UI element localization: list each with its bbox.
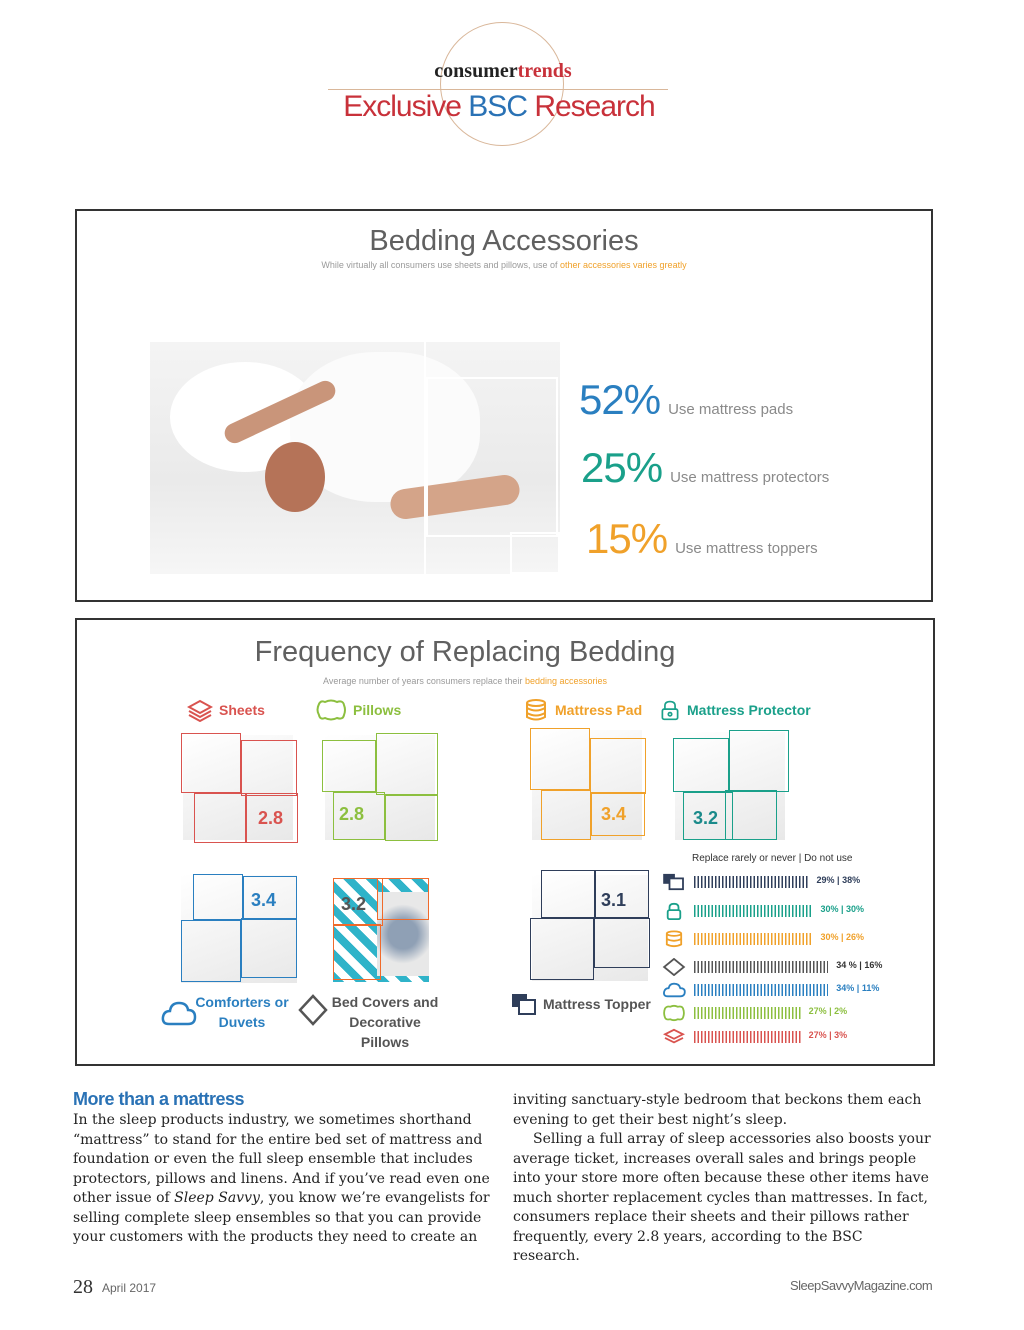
stat-mattress-toppers <box>586 515 818 563</box>
replacement-frequency-panel <box>75 618 935 1066</box>
caption-line: Comforters or <box>195 994 289 1010</box>
pillow-icon <box>315 698 347 722</box>
stat-pct: 52% <box>579 376 661 423</box>
bar-row <box>662 873 902 891</box>
caption-line: Duvets <box>218 1014 266 1030</box>
bar-fill <box>694 984 828 996</box>
panel-title: Bedding Accessories <box>369 225 639 257</box>
header-circle-ornament <box>440 22 564 146</box>
lock-icon <box>662 902 686 920</box>
article-column-2 <box>513 1091 933 1267</box>
stat-mattress-pads <box>579 376 793 424</box>
head-shape <box>265 442 325 512</box>
bar-fill <box>694 905 813 917</box>
sheets-value: 2.8 <box>258 808 284 828</box>
panel-subtitle <box>77 260 931 270</box>
frame-box <box>181 733 241 793</box>
frame-box <box>530 918 594 980</box>
bar-fill <box>694 876 809 888</box>
topper-icon <box>511 992 537 1016</box>
frame-box <box>725 790 777 840</box>
subtitle-highlight: bedding accessories <box>524 676 607 686</box>
panel-title: Frequency of Replacing Bedding <box>254 636 676 668</box>
photo-frame-corner <box>510 532 560 574</box>
frame-box <box>193 874 243 920</box>
pillows-value: 2.8 <box>339 804 365 824</box>
article-headline: More than a mattress <box>73 1089 245 1109</box>
category-mattress-pad <box>523 698 642 722</box>
bar-fill <box>694 961 828 973</box>
frame-box <box>673 738 729 792</box>
subtitle-main: Average number of years consumers replace their <box>323 676 525 686</box>
bar-value: 34 % | 16% <box>836 960 883 970</box>
frame-box <box>241 740 297 796</box>
frame-box <box>541 790 591 840</box>
category-label: Mattress Pad <box>555 702 643 718</box>
caption-line: Decorative Pillows <box>349 1014 421 1050</box>
comforters-caption <box>187 992 297 1032</box>
article-paragraph <box>73 1111 493 1248</box>
frame-box <box>590 738 646 794</box>
bar-value: 29% | 38% <box>816 875 861 885</box>
section-title <box>0 90 998 124</box>
frame-box <box>594 918 650 968</box>
bar-value: 27% | 2% <box>808 1006 848 1016</box>
bar-legend-header: Replace rarely or never | Do not use <box>692 853 853 864</box>
stack-icon <box>523 698 549 722</box>
frame-box <box>377 878 429 920</box>
bar-fill <box>694 933 813 945</box>
mattress-pad-value: 3.4 <box>601 804 627 824</box>
category-sheets <box>187 698 265 722</box>
bar-row <box>662 930 902 948</box>
article-paragraph: inviting sanctuary-style bedroom that beckons them each evening to get their best night’s sleep. <box>513 1092 922 1128</box>
stack-icon <box>662 930 686 948</box>
page-number: 28 <box>73 1276 93 1298</box>
category-label: Pillows <box>353 702 402 718</box>
bar-row <box>662 902 902 920</box>
magazine-title: Sleep Savvy <box>174 1190 260 1206</box>
stat-mattress-protectors <box>581 444 829 492</box>
comforters-value: 3.4 <box>251 890 277 910</box>
bar-fill <box>694 1007 801 1019</box>
category-mattress-topper <box>511 992 651 1016</box>
section-kicker <box>0 60 1006 83</box>
frame-box <box>333 924 381 980</box>
frame-box <box>729 730 789 792</box>
kicker-main: consumer <box>434 60 518 82</box>
caption-line: Bed Covers and <box>331 994 439 1010</box>
bedding-accessories-panel <box>75 209 933 602</box>
frame-box <box>385 795 438 841</box>
bar-value: 34% | 11% <box>836 983 880 993</box>
title-research: Research <box>534 90 655 123</box>
pillow-icon <box>662 1004 686 1022</box>
bar-row <box>662 1004 902 1022</box>
title-exclusive: Exclusive <box>343 90 469 123</box>
bar-row <box>662 1028 902 1046</box>
cloud-icon <box>662 981 686 999</box>
bar-row <box>662 958 902 976</box>
issue-date: April 2017 <box>102 1281 157 1295</box>
stat-label: Use mattress pads <box>668 401 794 418</box>
topper-icon <box>662 873 686 891</box>
panel-subtitle <box>37 676 893 686</box>
bar-value: 30% | 30% <box>820 904 865 914</box>
frame-box <box>194 793 246 843</box>
mattress-topper-value: 3.1 <box>601 890 627 910</box>
frame-box <box>322 740 376 792</box>
frame-box <box>241 918 297 978</box>
frame-box <box>530 728 590 790</box>
mattress-protector-value: 3.2 <box>693 808 719 828</box>
frame-box <box>181 920 241 982</box>
subtitle-highlight: other accessories varies greatly <box>560 260 687 270</box>
article-paragraph: Selling a full array of sleep accessories also boosts your average ticket, increases overall sales and brings people into your store more often because these other items have much shorter replacement cycles than mattresses. In fact, consumers replace their sheets and their pillows rather frequently, every 2.8 years, according to the BSC research. <box>513 1131 931 1264</box>
category-label: Mattress Topper <box>543 996 651 1012</box>
bed-covers-caption <box>325 992 445 1052</box>
layers-icon <box>662 1028 686 1046</box>
diamond-icon <box>662 958 686 976</box>
website-link[interactable]: SleepSavvyMagazine.com <box>790 1278 933 1293</box>
paragraph-text: , you know we’re evangelists for selling complete sleep ensembles so that you can provide your customers with the products they need to create an <box>73 1190 490 1245</box>
frame-box <box>376 733 438 795</box>
bar-value: 30% | 26% <box>820 932 865 942</box>
subtitle-main: While virtually all consumers use sheets and pillows, use of <box>321 260 561 270</box>
photo-frame-box <box>426 377 558 537</box>
category-mattress-protector <box>659 698 811 722</box>
lock-icon <box>659 698 681 722</box>
paragraph-text: In the sleep products industry, we sometimes shorthand “mattress” to stand for the entire bed set of mattress and foundation or even the full sleep ensemble that includes protectors, pillows and linens. And if you’ve read even one other issue of <box>73 1112 490 1206</box>
stat-pct: 15% <box>586 515 668 562</box>
bed-covers-value: 3.2 <box>341 894 367 914</box>
category-label: Mattress Protector <box>687 702 811 718</box>
sleeping-woman-photo <box>150 342 560 574</box>
stat-label: Use mattress protectors <box>670 469 830 486</box>
article-column-1 <box>73 1111 493 1248</box>
bar-value: 27% | 3% <box>808 1030 848 1040</box>
category-label: Sheets <box>219 702 265 718</box>
layers-icon <box>187 698 213 722</box>
kicker-accent: trends <box>517 60 572 82</box>
category-pillows <box>315 698 401 722</box>
title-bsc: BSC <box>468 90 535 123</box>
stat-pct: 25% <box>581 444 663 491</box>
frame-box <box>541 870 595 918</box>
bar-row <box>662 981 902 999</box>
bar-fill <box>694 1031 801 1043</box>
stat-label: Use mattress toppers <box>675 540 818 557</box>
